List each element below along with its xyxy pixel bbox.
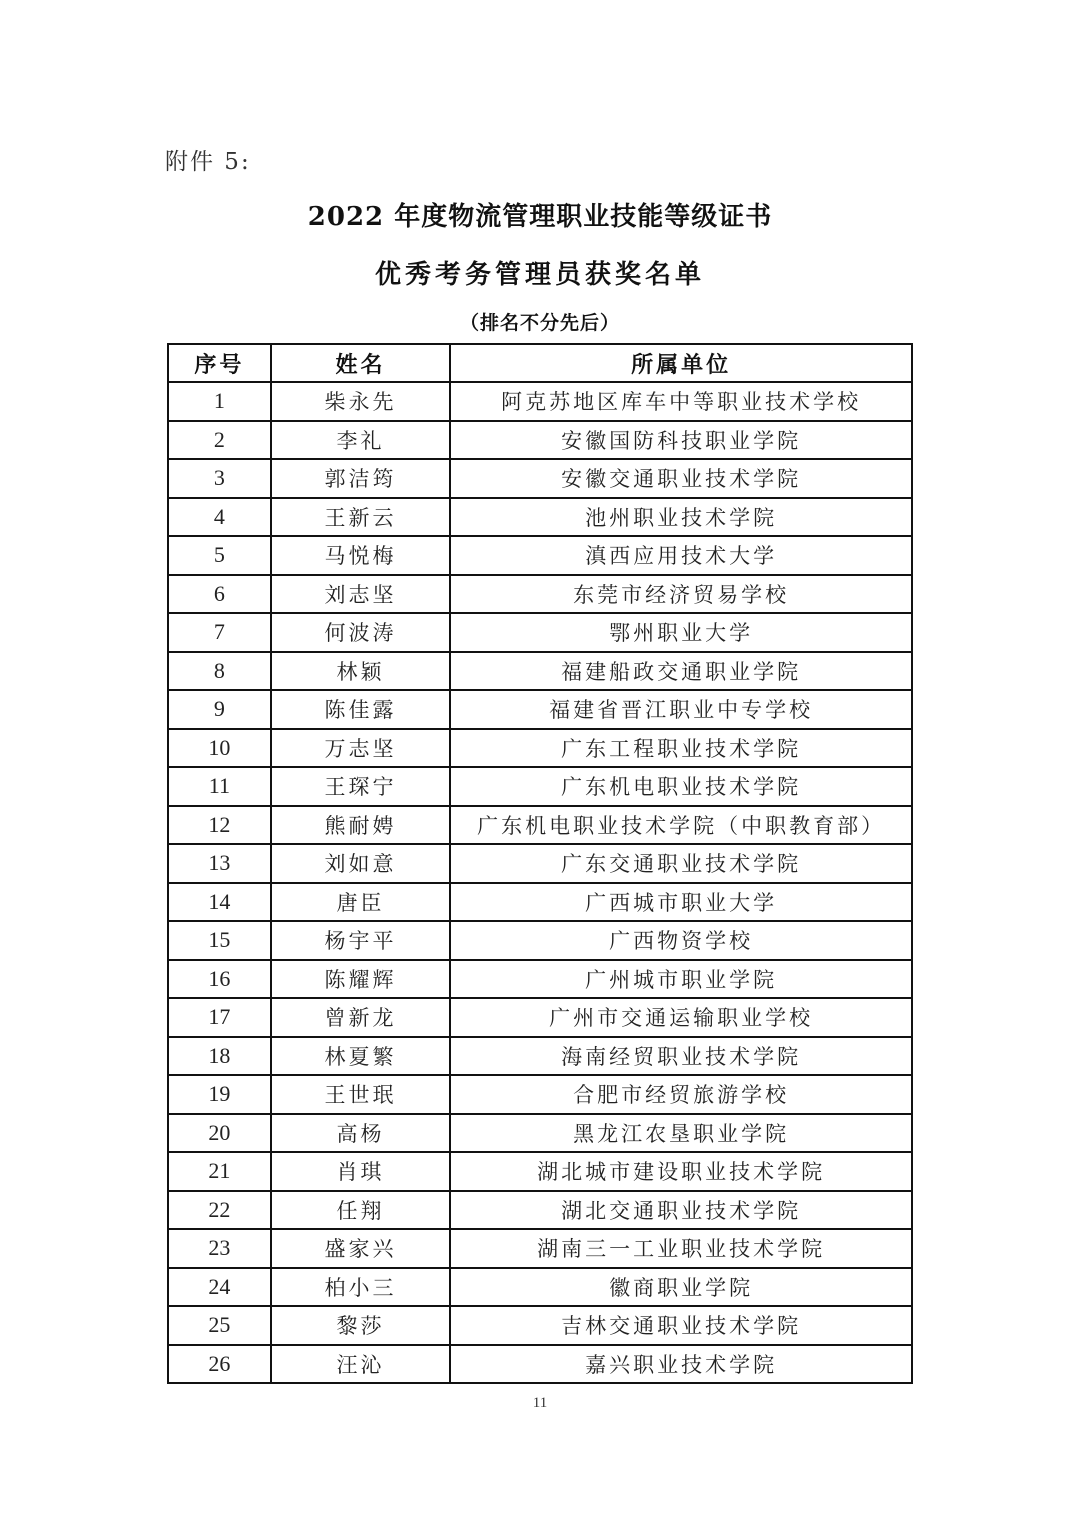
cell-index: 12: [168, 806, 271, 845]
table-row: [168, 844, 912, 883]
cell-institution: 广东机电职业技术学院（中职教育部）: [450, 806, 912, 845]
table-row: [168, 883, 912, 922]
cell-index: 2: [168, 421, 271, 460]
table-row: [168, 382, 912, 421]
table-row: [168, 652, 912, 691]
cell-institution: 广东交通职业技术学院: [450, 844, 912, 883]
cell-name: 陈佳露: [271, 690, 451, 729]
cell-name: 柏小三: [271, 1268, 451, 1307]
cell-index: 21: [168, 1152, 271, 1191]
cell-institution: 广西城市职业大学: [450, 883, 912, 922]
table-row: [168, 960, 912, 999]
cell-name: 陈耀辉: [271, 960, 451, 999]
cell-name: 杨宇平: [271, 921, 451, 960]
cell-institution: 合肥市经贸旅游学校: [450, 1075, 912, 1114]
cell-index: 25: [168, 1306, 271, 1345]
cell-index: 20: [168, 1114, 271, 1153]
document-title: 2022 年度物流管理职业技能等级证书: [307, 202, 773, 232]
cell-institution: 海南经贸职业技术学院: [450, 1037, 912, 1076]
attachment-label: 附件 5:: [165, 149, 251, 175]
table-row: [168, 459, 912, 498]
cell-name: 刘如意: [271, 844, 451, 883]
table-row: [168, 613, 912, 652]
cell-institution: 徽商职业学院: [450, 1268, 912, 1307]
table-row: [168, 1306, 912, 1345]
cell-name: 柴永先: [271, 382, 451, 421]
cell-institution: 吉林交通职业技术学院: [450, 1306, 912, 1345]
table-row: [168, 421, 912, 460]
cell-name: 李礼: [271, 421, 451, 460]
cell-index: 4: [168, 498, 271, 537]
header-index: 序号: [168, 344, 271, 382]
cell-index: 9: [168, 690, 271, 729]
cell-index: 22: [168, 1191, 271, 1230]
cell-name: 王世珉: [271, 1075, 451, 1114]
cell-institution: 安徽交通职业技术学院: [450, 459, 912, 498]
cell-institution: 广州市交通运输职业学校: [450, 998, 912, 1037]
table-row: [168, 1075, 912, 1114]
cell-name: 王琛宁: [271, 767, 451, 806]
table-header-row: [168, 344, 912, 382]
cell-name: 何波涛: [271, 613, 451, 652]
cell-index: 11: [168, 767, 271, 806]
table-row: [168, 767, 912, 806]
cell-index: 14: [168, 883, 271, 922]
cell-institution: 湖南三一工业职业技术学院: [450, 1229, 912, 1268]
cell-name: 熊耐娉: [271, 806, 451, 845]
table-row: [168, 729, 912, 768]
cell-institution: 湖北城市建设职业技术学院: [450, 1152, 912, 1191]
cell-index: 15: [168, 921, 271, 960]
table-row: [168, 806, 912, 845]
page-number: 11: [532, 1395, 548, 1411]
table-row: [168, 1229, 912, 1268]
table-row: [168, 498, 912, 537]
cell-name: 汪沁: [271, 1345, 451, 1384]
cell-name: 林夏繁: [271, 1037, 451, 1076]
header-name: 姓名: [271, 344, 451, 382]
cell-name: 马悦梅: [271, 536, 451, 575]
cell-name: 刘志坚: [271, 575, 451, 614]
table-row: [168, 536, 912, 575]
cell-institution: 福建船政交通职业学院: [450, 652, 912, 691]
cell-index: 18: [168, 1037, 271, 1076]
cell-name: 郭洁筠: [271, 459, 451, 498]
cell-institution: 湖北交通职业技术学院: [450, 1191, 912, 1230]
table-row: [168, 1268, 912, 1307]
cell-name: 盛家兴: [271, 1229, 451, 1268]
table-row: [168, 1037, 912, 1076]
cell-name: 唐臣: [271, 883, 451, 922]
cell-institution: 鄂州职业大学: [450, 613, 912, 652]
cell-index: 5: [168, 536, 271, 575]
cell-index: 13: [168, 844, 271, 883]
cell-institution: 池州职业技术学院: [450, 498, 912, 537]
cell-institution: 广东工程职业技术学院: [450, 729, 912, 768]
cell-index: 17: [168, 998, 271, 1037]
cell-institution: 黑龙江农垦职业学院: [450, 1114, 912, 1153]
header-institution: 所属单位: [450, 344, 912, 382]
table-row: [168, 1191, 912, 1230]
cell-institution: 广州城市职业学院: [450, 960, 912, 999]
cell-index: 10: [168, 729, 271, 768]
cell-index: 19: [168, 1075, 271, 1114]
cell-name: 曾新龙: [271, 998, 451, 1037]
cell-name: 林颖: [271, 652, 451, 691]
table-row: [168, 998, 912, 1037]
cell-institution: 福建省晋江职业中专学校: [450, 690, 912, 729]
cell-institution: 阿克苏地区库车中等职业技术学校: [450, 382, 912, 421]
table-row: [168, 690, 912, 729]
cell-name: 任翔: [271, 1191, 451, 1230]
cell-name: 王新云: [271, 498, 451, 537]
cell-index: 1: [168, 382, 271, 421]
table-row: [168, 1345, 912, 1384]
table-row: [168, 921, 912, 960]
cell-institution: 安徽国防科技职业学院: [450, 421, 912, 460]
cell-name: 黎莎: [271, 1306, 451, 1345]
ranking-note: （排名不分先后）: [459, 312, 620, 334]
cell-index: 8: [168, 652, 271, 691]
cell-institution: 广东机电职业技术学院: [450, 767, 912, 806]
table-row: [168, 1152, 912, 1191]
cell-index: 6: [168, 575, 271, 614]
cell-index: 3: [168, 459, 271, 498]
cell-name: 万志坚: [271, 729, 451, 768]
table-body: [168, 382, 912, 1383]
cell-name: 肖琪: [271, 1152, 451, 1191]
cell-index: 24: [168, 1268, 271, 1307]
cell-institution: 广西物资学校: [450, 921, 912, 960]
cell-institution: 嘉兴职业技术学院: [450, 1345, 912, 1384]
cell-index: 23: [168, 1229, 271, 1268]
document-subtitle: 优秀考务管理员获奖名单: [374, 260, 705, 290]
awardee-table: [167, 343, 913, 1384]
cell-institution: 东莞市经济贸易学校: [450, 575, 912, 614]
cell-institution: 滇西应用技术大学: [450, 536, 912, 575]
cell-index: 16: [168, 960, 271, 999]
cell-index: 7: [168, 613, 271, 652]
cell-index: 26: [168, 1345, 271, 1384]
table-row: [168, 1114, 912, 1153]
cell-name: 高杨: [271, 1114, 451, 1153]
table-row: [168, 575, 912, 614]
